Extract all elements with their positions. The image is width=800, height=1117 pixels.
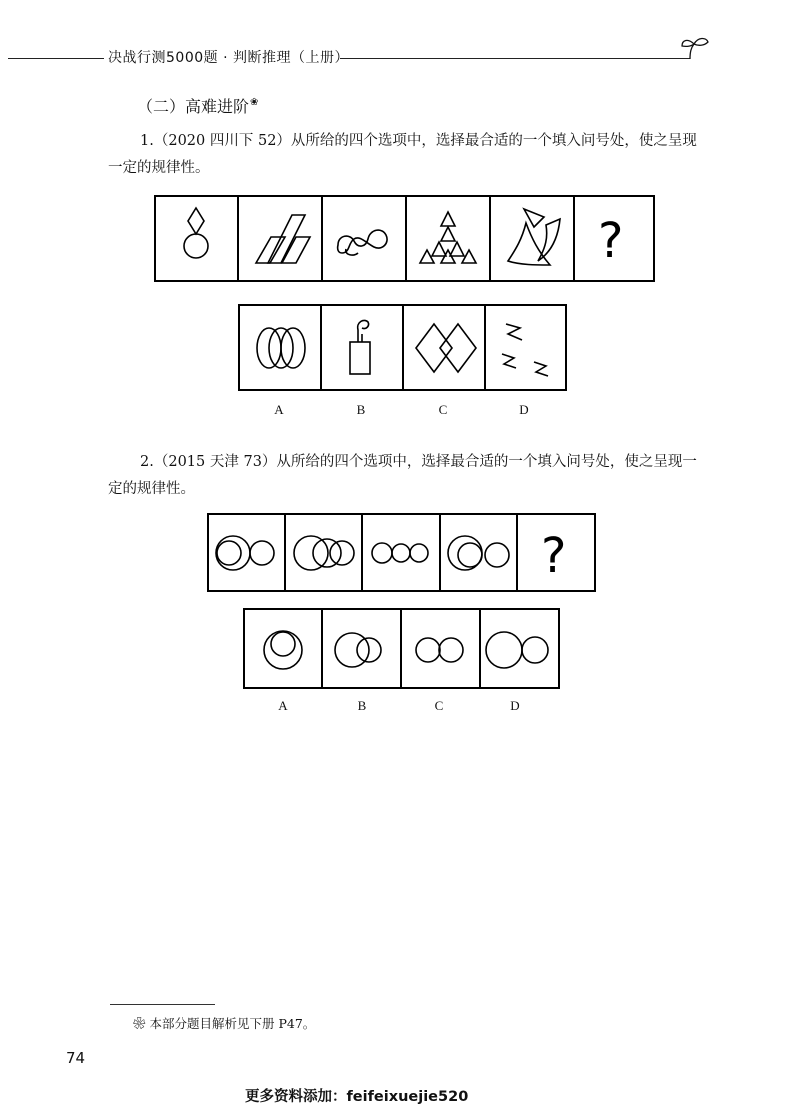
question-2-option-label-c[interactable]: C	[434, 698, 444, 713]
header-rule-right	[340, 58, 690, 59]
question-2-prompt: （2015 天津 73）从所给的四个选项中，选择最合适的一个填入问号处，使之呈现一定的规律性。	[108, 454, 697, 497]
question-1-option-label-a[interactable]: A	[274, 402, 284, 417]
question-2-stem-figures	[207, 513, 597, 593]
sprout-icon	[678, 34, 714, 64]
three-overlapping-circles-icon	[294, 536, 354, 570]
circle-inner-circle-plus-circle-icon	[216, 536, 274, 570]
nested-circles-plus-circle-icon	[448, 536, 509, 570]
footnote-rule	[110, 1004, 215, 1005]
question-2-option-label-b[interactable]: B	[357, 698, 367, 713]
two-overlapping-circles-icon	[335, 633, 381, 667]
contact-watermark: 更多资料添加：feifeixuejie520	[245, 1089, 469, 1105]
question-2-question-mark: ?	[541, 528, 567, 584]
footnote-text: 本部分题目解析见下册 P47。	[149, 1016, 316, 1031]
three-small-circles-icon	[372, 543, 428, 563]
question-1-stem-figures	[154, 195, 656, 283]
question-2-option-label-a[interactable]: A	[278, 698, 288, 713]
circle-internally-tangent-icon	[264, 631, 302, 669]
three-zigzags-icon	[502, 324, 548, 376]
big-and-small-tangent-circles-icon	[486, 632, 548, 668]
section-title	[137, 94, 257, 117]
footnote	[133, 1014, 315, 1032]
footnote-flower-icon: ❀	[250, 97, 259, 108]
header-rule-left	[8, 58, 104, 59]
question-1-question-mark: ?	[598, 213, 624, 269]
question-1-text	[108, 128, 708, 182]
two-tangent-circles-icon	[416, 638, 463, 662]
linked-loops-icon	[338, 230, 387, 255]
three-overlapping-ovals-icon	[257, 328, 305, 368]
page-number: 74	[66, 1049, 86, 1067]
running-header-title: 决战行测5000题 · 判断推理（上册）	[108, 50, 349, 66]
question-1-option-label-b[interactable]: B	[356, 402, 366, 417]
question-2-option-label-d[interactable]: D	[510, 698, 520, 713]
question-1-option-label-c[interactable]: C	[438, 402, 448, 417]
section-title-text: （二）高难进阶	[137, 97, 250, 116]
question-1-prompt: （2020 四川下 52）从所给的四个选项中，选择最合适的一个填入问号处，使之呈现一定的规律性。	[108, 133, 697, 176]
question-1-option-label-d[interactable]: D	[519, 402, 529, 417]
three-parallelograms-icon	[256, 215, 310, 263]
stacked-triangles-icon	[420, 212, 476, 263]
bottle-with-hook-icon	[350, 320, 370, 374]
footnote-flower-icon: ❀	[133, 1016, 146, 1031]
diamond-over-circle-icon	[184, 208, 208, 258]
question-1-number: 1.	[140, 133, 154, 149]
question-2-text	[108, 449, 708, 503]
curved-flag-shapes-icon	[508, 209, 560, 265]
question-1-option-figures	[238, 304, 568, 392]
two-overlapping-diamonds-icon	[416, 324, 476, 372]
question-2-option-figures	[243, 608, 561, 690]
question-2-number: 2.	[140, 454, 154, 470]
